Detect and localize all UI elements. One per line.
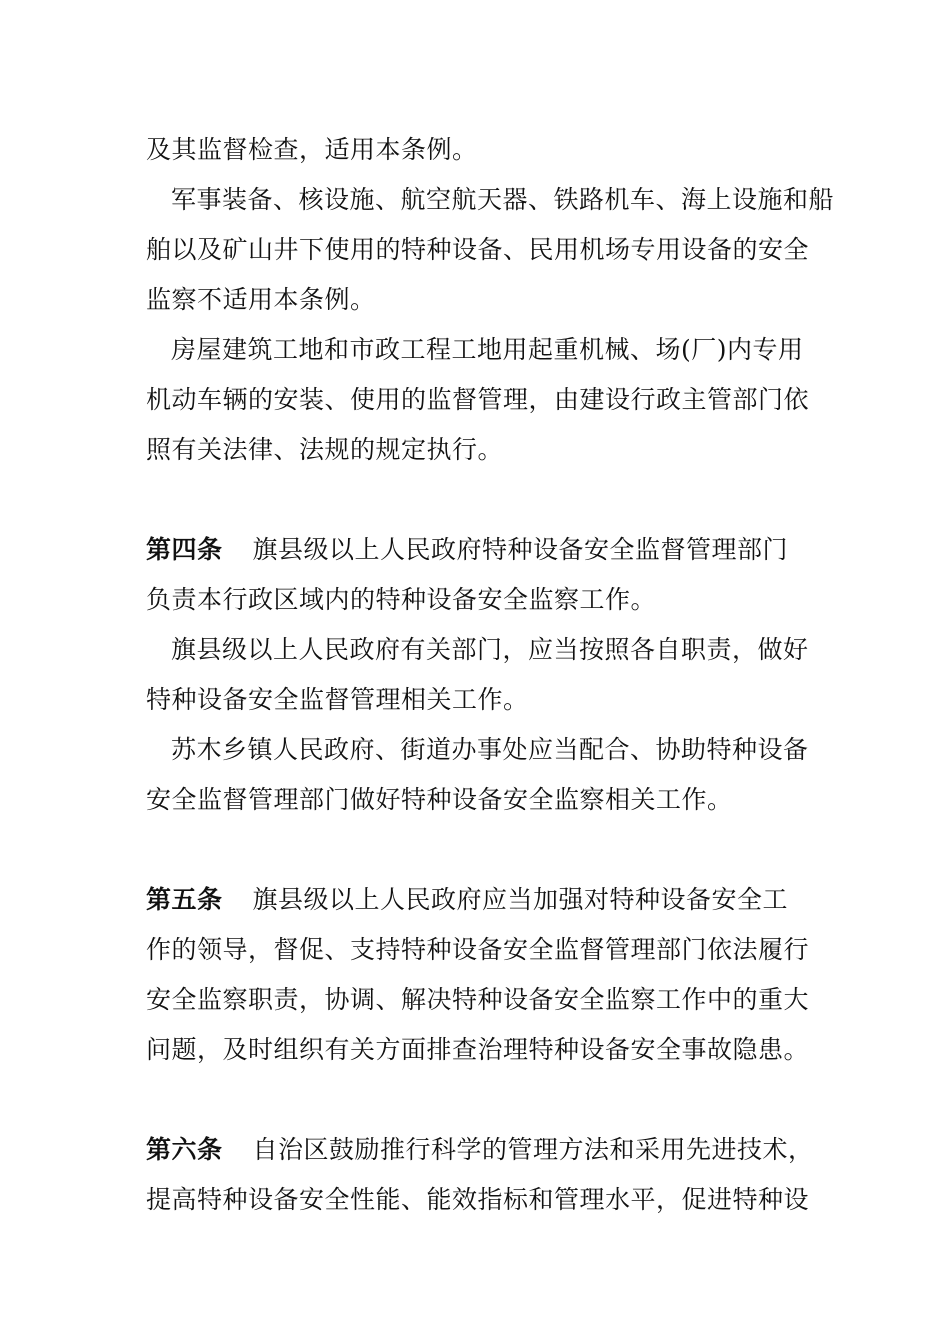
paragraph-line: 问题，及时组织有关方面排查治理特种设备安全事故隐患。: [146, 1035, 810, 1064]
paragraph-line: 机动车辆的安装、使用的监督管理，由建设行政主管部门依: [146, 385, 810, 414]
paragraph-line: 苏木乡镇人民政府、街道办事处应当配合、协助特种设备: [171, 735, 809, 764]
paragraph-line: 军事装备、核设施、航空航天器、铁路机车、海上设施和船: [171, 185, 835, 214]
paragraph-line: 负责本行政区域内的特种设备安全监察工作。: [146, 585, 657, 614]
paragraph-line: 安全监督管理部门做好特种设备安全监察相关工作。: [146, 785, 733, 814]
paragraph-line: 舶以及矿山井下使用的特种设备、民用机场专用设备的安全: [146, 235, 810, 264]
paragraph-line: 旗县级以上人民政府应当加强对特种设备安全工: [252, 885, 789, 914]
paragraph-line: 安全监察职责，协调、解决特种设备安全监察工作中的重大: [146, 985, 810, 1014]
paragraph-line: 房屋建筑工地和市政工程工地用起重机械、场(厂)内专用: [171, 335, 804, 364]
article-5-heading-line: [146, 882, 788, 918]
paragraph-line: 自治区鼓励推行科学的管理方法和采用先进技术，: [252, 1135, 814, 1164]
article-6-title: 第六条: [146, 1135, 223, 1164]
article-5-title: 第五条: [146, 885, 223, 914]
paragraph-line: 及其监督检查，适用本条例。: [146, 135, 478, 164]
paragraph-line: 照有关法律、法规的规定执行。: [146, 435, 504, 464]
article-4-heading-line: [146, 532, 788, 568]
paragraph-line: 提高特种设备安全性能、能效指标和管理水平，促进特种设: [146, 1185, 810, 1214]
paragraph-line: 旗县级以上人民政府有关部门，应当按照各自职责，做好: [171, 635, 809, 664]
paragraph-line: 监察不适用本条例。: [146, 285, 376, 314]
paragraph-line: 旗县级以上人民政府特种设备安全监督管理部门: [252, 535, 789, 564]
article-4-title: 第四条: [146, 535, 223, 564]
article-6-heading-line: [146, 1132, 814, 1168]
paragraph-line: 特种设备安全监督管理相关工作。: [146, 685, 529, 714]
paragraph-line: 作的领导，督促、支持特种设备安全监督管理部门依法履行: [146, 935, 810, 964]
